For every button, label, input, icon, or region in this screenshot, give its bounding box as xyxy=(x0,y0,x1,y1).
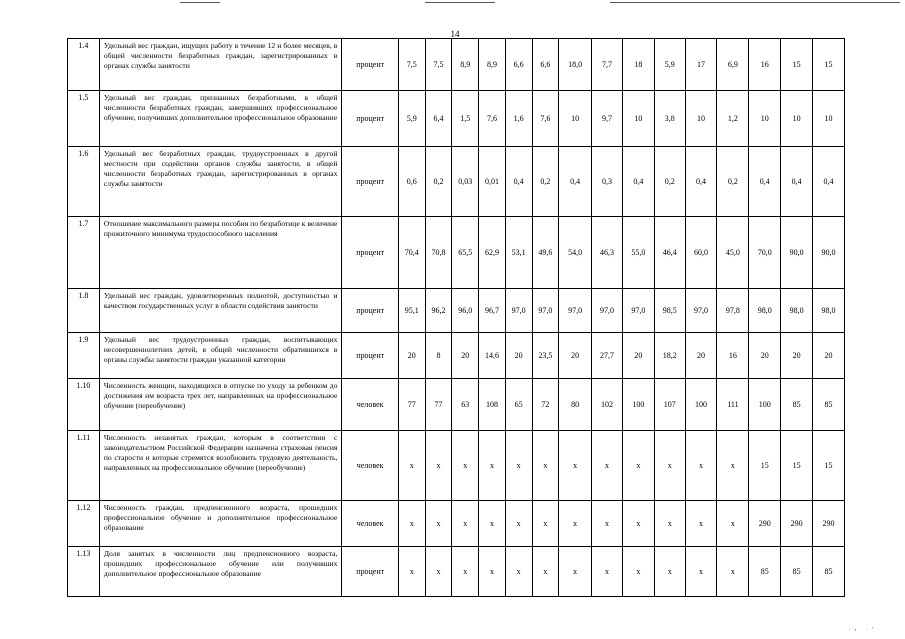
value-cell: 97,0 xyxy=(592,289,623,333)
value-cell: 0,2 xyxy=(532,147,559,217)
value-cell: x xyxy=(654,431,685,501)
value-cell: 5,9 xyxy=(398,91,425,147)
table-row xyxy=(68,217,845,289)
value-cell: 20 xyxy=(813,333,845,379)
indicator-description: Удельный вес трудоустроенных граждан, воспитывающих несовершеннолетних детей, в общей численности обратившихся в органы службы занятости граждан указанной категории xyxy=(99,333,342,379)
value-cell: 18,0 xyxy=(559,39,592,91)
indicator-description: Доля занятых в численности лиц предпенсионного возраста, прошедших профессиональное обучение или получивших дополнительное профессиональное образование xyxy=(99,547,342,597)
value-cell: x xyxy=(685,431,717,501)
indicator-description: Численность незанятых граждан, которым в соответствии с законодательством Российской Федерации назначена страховая пенсия по старости и которые стремятся возобновить трудовую деятельность, направленных на профессиональное обучение (переобучение) xyxy=(99,431,342,501)
page-number: 14 xyxy=(450,29,460,39)
value-cell: 0,4 xyxy=(622,147,654,217)
value-cell: x xyxy=(654,501,685,547)
value-cell: 27,7 xyxy=(592,333,623,379)
value-cell: 18,2 xyxy=(654,333,685,379)
value-cell: 15 xyxy=(813,431,845,501)
value-cell: x xyxy=(622,547,654,597)
indicator-description: Численность граждан, предпенсионного возраста, прошедших профессиональное обучение и дополнительное профессиональное образование xyxy=(99,501,342,547)
unit-cell: процент xyxy=(342,147,399,217)
value-cell: 98,0 xyxy=(781,289,813,333)
value-cell: 7,7 xyxy=(592,39,623,91)
value-cell: 0,2 xyxy=(654,147,685,217)
value-cell: x xyxy=(425,547,452,597)
value-cell: 290 xyxy=(813,501,845,547)
value-cell: 102 xyxy=(592,379,623,431)
value-cell: 8 xyxy=(425,333,452,379)
value-cell: 97,8 xyxy=(717,289,749,333)
value-cell: 60,0 xyxy=(685,217,717,289)
value-cell: 85 xyxy=(781,379,813,431)
table-row xyxy=(68,431,845,501)
value-cell: 10 xyxy=(781,91,813,147)
value-cell: 70,4 xyxy=(398,217,425,289)
value-cell: 20 xyxy=(398,333,425,379)
value-cell: 0,4 xyxy=(749,147,781,217)
value-cell: 290 xyxy=(749,501,781,547)
unit-cell: человек xyxy=(342,431,399,501)
value-cell: 108 xyxy=(479,379,506,431)
value-cell: 0,2 xyxy=(425,147,452,217)
value-cell: x xyxy=(505,501,532,547)
value-cell: 14,6 xyxy=(479,333,506,379)
value-cell: 111 xyxy=(717,379,749,431)
value-cell: 77 xyxy=(425,379,452,431)
value-cell: 20 xyxy=(505,333,532,379)
value-cell: 0,2 xyxy=(717,147,749,217)
value-cell: 55,0 xyxy=(622,217,654,289)
value-cell: x xyxy=(479,547,506,597)
value-cell: 98,0 xyxy=(813,289,845,333)
value-cell: 100 xyxy=(622,379,654,431)
value-cell: 20 xyxy=(622,333,654,379)
table-row xyxy=(68,91,845,147)
value-cell: 85 xyxy=(781,547,813,597)
value-cell: 0,6 xyxy=(398,147,425,217)
value-cell: 3,8 xyxy=(654,91,685,147)
value-cell: 10 xyxy=(559,91,592,147)
value-cell: 96,0 xyxy=(452,289,479,333)
footer-marks: ·› ·' xyxy=(848,627,877,633)
unit-cell: процент xyxy=(342,217,399,289)
value-cell: x xyxy=(559,547,592,597)
value-cell: x xyxy=(532,501,559,547)
value-cell: 107 xyxy=(654,379,685,431)
unit-cell: процент xyxy=(342,547,399,597)
unit-cell: процент xyxy=(342,289,399,333)
value-cell: 16 xyxy=(749,39,781,91)
value-cell: 65 xyxy=(505,379,532,431)
value-cell: 97,0 xyxy=(685,289,717,333)
value-cell: x xyxy=(398,547,425,597)
value-cell: 0,4 xyxy=(813,147,845,217)
value-cell: 23,5 xyxy=(532,333,559,379)
value-cell: 6,6 xyxy=(505,39,532,91)
value-cell: 9,7 xyxy=(592,91,623,147)
value-cell: 8,9 xyxy=(479,39,506,91)
unit-cell: процент xyxy=(342,39,399,91)
value-cell: x xyxy=(685,547,717,597)
value-cell: x xyxy=(622,431,654,501)
value-cell: 90,0 xyxy=(813,217,845,289)
value-cell: x xyxy=(592,501,623,547)
row-number: 1.13 xyxy=(68,547,100,597)
value-cell: 97,0 xyxy=(532,289,559,333)
row-number: 1.4 xyxy=(68,39,100,91)
value-cell: 18 xyxy=(622,39,654,91)
row-number: 1.6 xyxy=(68,147,100,217)
value-cell: 80 xyxy=(559,379,592,431)
value-cell: 62,9 xyxy=(479,217,506,289)
value-cell: 15 xyxy=(749,431,781,501)
value-cell: 77 xyxy=(398,379,425,431)
value-cell: 0,4 xyxy=(685,147,717,217)
value-cell: x xyxy=(592,547,623,597)
value-cell: 96,2 xyxy=(425,289,452,333)
value-cell: 6,6 xyxy=(532,39,559,91)
value-cell: 46,4 xyxy=(654,217,685,289)
indicator-description: Удельный вес граждан, ищущих работу в течение 12 и более месяцев, в общей численности безработных граждан, зарегистрированных в органах службы занятости xyxy=(99,39,342,91)
value-cell: x xyxy=(559,501,592,547)
table-row xyxy=(68,547,845,597)
value-cell: 20 xyxy=(559,333,592,379)
value-cell: 15 xyxy=(781,39,813,91)
value-cell: 0,4 xyxy=(505,147,532,217)
value-cell: x xyxy=(425,501,452,547)
value-cell: 70,0 xyxy=(749,217,781,289)
scan-marks xyxy=(0,0,905,8)
value-cell: 1,6 xyxy=(505,91,532,147)
value-cell: 7,6 xyxy=(532,91,559,147)
indicator-description: Удельный вес безработных граждан, трудоустроенных в другой местности при содействии органов службы занятости, в общей численности безработных граждан, зарегистрированных в органах службы занятости xyxy=(99,147,342,217)
row-number: 1.5 xyxy=(68,91,100,147)
value-cell: 63 xyxy=(452,379,479,431)
value-cell: 53,1 xyxy=(505,217,532,289)
value-cell: x xyxy=(654,547,685,597)
value-cell: 1,5 xyxy=(452,91,479,147)
table-row xyxy=(68,333,845,379)
value-cell: 20 xyxy=(452,333,479,379)
value-cell: 85 xyxy=(813,547,845,597)
value-cell: 20 xyxy=(781,333,813,379)
value-cell: x xyxy=(505,547,532,597)
table-row xyxy=(68,501,845,547)
row-number: 1.9 xyxy=(68,333,100,379)
value-cell: 96,7 xyxy=(479,289,506,333)
row-number: 1.7 xyxy=(68,217,100,289)
value-cell: 5,9 xyxy=(654,39,685,91)
value-cell: 0,01 xyxy=(479,147,506,217)
value-cell: 6,4 xyxy=(425,91,452,147)
value-cell: x xyxy=(452,501,479,547)
table-row xyxy=(68,379,845,431)
indicator-description: Численность женщин, находящихся в отпуске по уходу за ребенком до достижения им возраста трех лет, направленных на профессиональное обучение (переобучение) xyxy=(99,379,342,431)
table-row xyxy=(68,39,845,91)
value-cell: x xyxy=(425,431,452,501)
value-cell: 100 xyxy=(749,379,781,431)
value-cell: x xyxy=(622,501,654,547)
value-cell: x xyxy=(452,431,479,501)
value-cell: x xyxy=(479,501,506,547)
value-cell: 20 xyxy=(749,333,781,379)
value-cell: 65,5 xyxy=(452,217,479,289)
value-cell: 15 xyxy=(781,431,813,501)
value-cell: x xyxy=(398,501,425,547)
value-cell: 8,9 xyxy=(452,39,479,91)
unit-cell: человек xyxy=(342,501,399,547)
value-cell: x xyxy=(717,501,749,547)
value-cell: 98,5 xyxy=(654,289,685,333)
value-cell: 10 xyxy=(685,91,717,147)
value-cell: 54,0 xyxy=(559,217,592,289)
value-cell: 0,4 xyxy=(559,147,592,217)
value-cell: 7,5 xyxy=(398,39,425,91)
value-cell: 95,1 xyxy=(398,289,425,333)
value-cell: x xyxy=(592,431,623,501)
value-cell: 49,6 xyxy=(532,217,559,289)
value-cell: 15 xyxy=(813,39,845,91)
indicators-table xyxy=(67,38,845,597)
value-cell: 70,8 xyxy=(425,217,452,289)
value-cell: x xyxy=(559,431,592,501)
value-cell: x xyxy=(685,501,717,547)
value-cell: 97,0 xyxy=(622,289,654,333)
row-number: 1.8 xyxy=(68,289,100,333)
value-cell: 0,3 xyxy=(592,147,623,217)
row-number: 1.11 xyxy=(68,431,100,501)
indicator-description: Отношение максимального размера пособия по безработице к величине прожиточного минимума трудоспособного населения xyxy=(99,217,342,289)
row-number: 1.10 xyxy=(68,379,100,431)
row-number: 1.12 xyxy=(68,501,100,547)
value-cell: 90,0 xyxy=(781,217,813,289)
value-cell: 72 xyxy=(532,379,559,431)
value-cell: 17 xyxy=(685,39,717,91)
value-cell: 85 xyxy=(749,547,781,597)
value-cell: 1,2 xyxy=(717,91,749,147)
value-cell: 0,03 xyxy=(452,147,479,217)
table-row xyxy=(68,289,845,333)
value-cell: 45,0 xyxy=(717,217,749,289)
indicator-description: Удельный вес граждан, удовлетворенных полнотой, доступностью и качеством государственных услуг в области содействия занятости xyxy=(99,289,342,333)
unit-cell: процент xyxy=(342,333,399,379)
value-cell: x xyxy=(398,431,425,501)
value-cell: x xyxy=(717,547,749,597)
value-cell: 100 xyxy=(685,379,717,431)
value-cell: 98,0 xyxy=(749,289,781,333)
value-cell: 20 xyxy=(685,333,717,379)
value-cell: 290 xyxy=(781,501,813,547)
value-cell: 0,4 xyxy=(781,147,813,217)
value-cell: 97,0 xyxy=(505,289,532,333)
unit-cell: процент xyxy=(342,91,399,147)
value-cell: x xyxy=(452,547,479,597)
indicator-description: Удельный вес граждан, признанных безработными, в общей численности безработных граждан, завершивших профессиональное обучение, получивших дополнительное профессиональное образование xyxy=(99,91,342,147)
value-cell: 16 xyxy=(717,333,749,379)
value-cell: x xyxy=(479,431,506,501)
value-cell: x xyxy=(532,431,559,501)
value-cell: 10 xyxy=(749,91,781,147)
value-cell: x xyxy=(532,547,559,597)
value-cell: x xyxy=(505,431,532,501)
value-cell: 7,5 xyxy=(425,39,452,91)
value-cell: 97,0 xyxy=(559,289,592,333)
value-cell: 7,6 xyxy=(479,91,506,147)
value-cell: 46,3 xyxy=(592,217,623,289)
value-cell: x xyxy=(717,431,749,501)
table-row xyxy=(68,147,845,217)
unit-cell: человек xyxy=(342,379,399,431)
value-cell: 10 xyxy=(813,91,845,147)
value-cell: 10 xyxy=(622,91,654,147)
value-cell: 85 xyxy=(813,379,845,431)
value-cell: 6,9 xyxy=(717,39,749,91)
